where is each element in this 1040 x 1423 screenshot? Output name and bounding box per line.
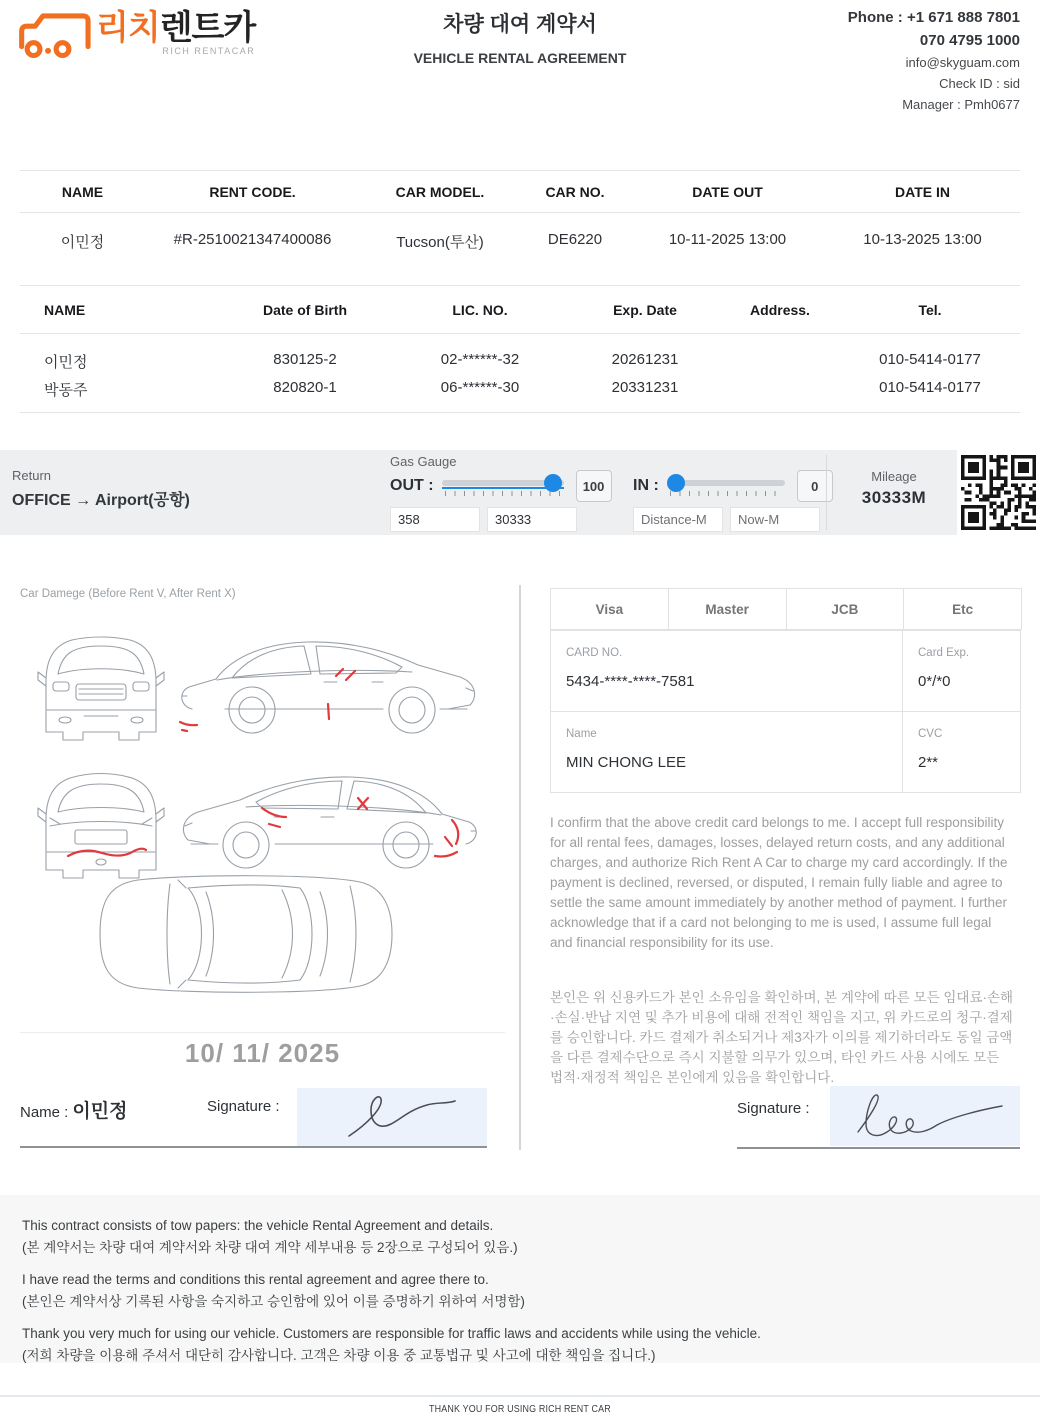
car-top-view <box>100 876 392 993</box>
brand-subtitle: RICH RENTACAR <box>162 46 256 56</box>
gas-in-slider[interactable] <box>667 473 785 499</box>
brand-name: 리치렌트카 <box>96 9 256 47</box>
out-distance-input[interactable] <box>390 507 480 532</box>
signature-label-left: Signature : <box>207 1098 280 1115</box>
mileage-value: 30333M <box>861 488 927 507</box>
driver-lic-no: 06-******-30 <box>440 378 520 396</box>
driver-name: 박동주 <box>44 381 88 399</box>
col-driver-name: NAME <box>20 286 220 334</box>
in-distance-input[interactable] <box>633 507 723 532</box>
signature-label-right: Signature : <box>737 1100 810 1117</box>
card-cvc-label: CVC <box>918 727 943 740</box>
contact-info <box>848 6 1020 115</box>
driver-lic-no: 02-******-32 <box>440 351 520 368</box>
card-brand-tabs <box>550 588 1021 630</box>
signature-pad-cardholder[interactable] <box>830 1086 1020 1146</box>
name-value: 이민정 <box>72 1101 128 1122</box>
note-2-en: I have read the terms and conditions this rental agreement and agree there to. <box>22 1272 489 1287</box>
footer-notes <box>0 1195 1040 1363</box>
note-pair-2 <box>22 1269 1018 1313</box>
return-route: OFFICE → Airport(공항) <box>12 492 190 509</box>
driver-row-2 <box>20 379 1020 413</box>
col-lic-no: LIC. NO. <box>390 286 570 334</box>
note-pair-1 <box>22 1215 1018 1259</box>
signature-pad-renter[interactable] <box>297 1088 487 1146</box>
slider-thumb[interactable] <box>544 474 562 492</box>
gas-out-slider[interactable] <box>442 473 564 499</box>
driver-tel: 010-5414-0177 <box>879 378 981 396</box>
note-1-en: This contract consists of tow papers: the vehicle Rental Agreement and details. <box>22 1218 494 1233</box>
col-name: NAME <box>20 171 145 213</box>
gas-out-inputs <box>390 507 577 532</box>
title-korean: 차량 대여 계약서 <box>443 13 597 36</box>
car-side-view-2 <box>183 777 476 868</box>
driver-tel: 010-5414-0177 <box>879 351 981 368</box>
mileage-block <box>836 469 952 508</box>
card-holder-value: MIN CHONG LEE <box>566 753 687 771</box>
date-divider <box>20 1032 505 1033</box>
col-exp-date: Exp. Date <box>570 286 720 334</box>
driver-exp-date: 20331231 <box>611 378 679 396</box>
note-pair-3 <box>22 1323 1018 1367</box>
in-now-input[interactable] <box>730 507 820 532</box>
card-details-panel <box>550 630 1021 793</box>
strip-divider <box>826 455 827 530</box>
car-no: DE6220 <box>547 231 603 248</box>
driver-row-1 <box>20 334 1020 379</box>
gas-in-value: 0 <box>797 470 833 502</box>
driver-address <box>720 379 840 413</box>
note-3-kr: (저희 차량을 이용해 주셔서 대단히 감사합니다. 고객은 차량 이용 중 교통법규 및 사고에 대한 책임을 집니다.) <box>22 1348 656 1363</box>
driver-exp-date: 20261231 <box>611 351 679 368</box>
col-car-model: CAR MODEL. <box>360 171 520 213</box>
col-car-no: CAR NO. <box>520 171 630 213</box>
card-exp-cell <box>903 631 1020 712</box>
gauge-strip <box>0 450 1040 535</box>
col-birth: Date of Birth <box>220 286 390 334</box>
gas-out-label: OUT : <box>390 477 434 494</box>
driver-table <box>20 285 1020 413</box>
date-out: 10-11-2025 13:00 <box>668 231 787 248</box>
slider-ticks <box>670 491 782 496</box>
signature-underline-left <box>20 1146 487 1148</box>
tab-etc[interactable]: Etc <box>903 588 1022 630</box>
car-damage-label: Car Damege (Before Rent V, After Rent X) <box>20 588 236 600</box>
driver-address <box>720 334 840 379</box>
note-1-kr: (본 계약서는 차량 대여 계약서와 차량 대여 계약 세부내용 등 2장으로 구성되어 있음.) <box>22 1240 518 1255</box>
card-number-cell <box>551 631 903 712</box>
name-label: Name : <box>20 1104 69 1121</box>
card-confirmation-english: I confirm that the above credit card belongs to me. I accept full responsibility for all rental fees, damages, losses, delayed return costs, and any additional charges, and authorize Rich Rent A Car to charge my card accordingly. If the payment is declined, reversed, or disputed, I remain fully liable and agree to settle the same amount immediately by another method of payment. I further acknowledge that if a card not belonging to me is used, I assume full legal and financial responsibility for its use. <box>550 815 1008 950</box>
car-rear-view <box>38 774 164 879</box>
contact-phone-1: Phone : +1 671 888 7801 <box>847 9 1020 26</box>
gas-out-row <box>390 470 612 502</box>
footer-divider <box>0 1395 1040 1397</box>
slider-thumb[interactable] <box>667 474 685 492</box>
col-date-in: DATE IN <box>825 171 1020 213</box>
card-cvc-value: 2** <box>918 753 939 771</box>
driver-birth: 820820-1 <box>273 378 337 396</box>
gas-out-value: 100 <box>576 470 612 502</box>
renter-name-row <box>20 1096 127 1123</box>
contact-phone-2: 070 4795 1000 <box>919 32 1020 49</box>
car-model: Tucson(투산) <box>396 234 484 251</box>
card-holder-cell <box>551 712 903 793</box>
contact-check-id: Check ID : sid <box>939 76 1020 91</box>
mileage-label: Mileage <box>871 469 917 484</box>
driver-table-header-row <box>20 286 1020 334</box>
qr-code <box>957 450 1040 535</box>
tab-master[interactable]: Master <box>668 588 787 630</box>
rental-table-row <box>20 213 1020 286</box>
gas-in-inputs <box>633 507 820 532</box>
column-divider <box>519 585 521 1150</box>
slider-ticks <box>445 491 561 496</box>
gas-gauge-label: Gas Gauge <box>390 454 457 469</box>
contact-email: info@skyguam.com <box>905 55 1020 70</box>
gas-in-row <box>633 470 833 502</box>
card-confirmation-korean: 본인은 위 신용카드가 본인 소유임을 확인하며, 본 계약에 따른 모든 임대료·손해·손실·반납 지연 및 추가 비용에 대해 전적인 책임을 지고, 위 카드로의 청구·결제를 승인합니다. 카드 결제가 취소되거나 제3자가 이의를 제기하더라도 동일 금액을 다른 결제수단으로 즉시 지불할 의무가 있으며, 타인 카드 사용 시에도 모든 법적·재정적 책임은 본인에게 있음을 확인합니다. <box>550 990 1014 1085</box>
tab-jcb[interactable]: JCB <box>786 588 905 630</box>
col-rent-code: RENT CODE. <box>145 171 360 213</box>
signature-underline-right <box>737 1147 1020 1149</box>
out-now-input[interactable] <box>487 507 577 532</box>
col-date-out: DATE OUT <box>630 171 825 213</box>
card-holder-label: Name <box>566 727 597 740</box>
renter-name: 이민정 <box>60 234 105 251</box>
gas-in-label: IN : <box>633 477 659 494</box>
note-3-en: Thank you very much for using our vehicle. Customers are responsible for traffic laws and accidents while using the vehicle. <box>22 1326 761 1341</box>
car-front-view <box>38 637 164 740</box>
note-2-kr: (본인은 계약서상 기록된 사항을 숙지하고 승인함에 있어 이를 증명하기 위하여 서명함) <box>22 1294 525 1309</box>
rental-summary-table <box>20 170 1020 286</box>
agreement-date: 10/ 11/ 2025 <box>184 1038 341 1068</box>
tab-visa[interactable]: Visa <box>550 588 669 630</box>
car-damage-diagram[interactable] <box>20 612 505 1002</box>
rental-table-header-row <box>20 171 1020 213</box>
date-in: 10-13-2025 13:00 <box>863 231 982 248</box>
card-number-label: CARD NO. <box>566 647 623 659</box>
card-cvc-cell <box>903 712 1020 793</box>
footer-thanks: THANK YOU FOR USING RICH RENT CAR <box>429 1403 611 1415</box>
col-address: Address. <box>720 286 840 334</box>
return-label: Return <box>12 468 52 483</box>
title-english: VEHICLE RENTAL AGREEMENT <box>413 50 627 66</box>
card-number-value: 5434-****-****-7581 <box>566 673 695 690</box>
contact-manager: Manager : Pmh0677 <box>902 97 1020 112</box>
rent-code: #R-2510021347400086 <box>173 231 332 248</box>
driver-name: 이민정 <box>44 354 88 371</box>
card-exp-label: Card Exp. <box>918 647 970 659</box>
card-exp-value: 0*/*0 <box>918 673 951 690</box>
driver-birth: 830125-2 <box>273 351 337 368</box>
col-tel: Tel. <box>840 286 1020 334</box>
